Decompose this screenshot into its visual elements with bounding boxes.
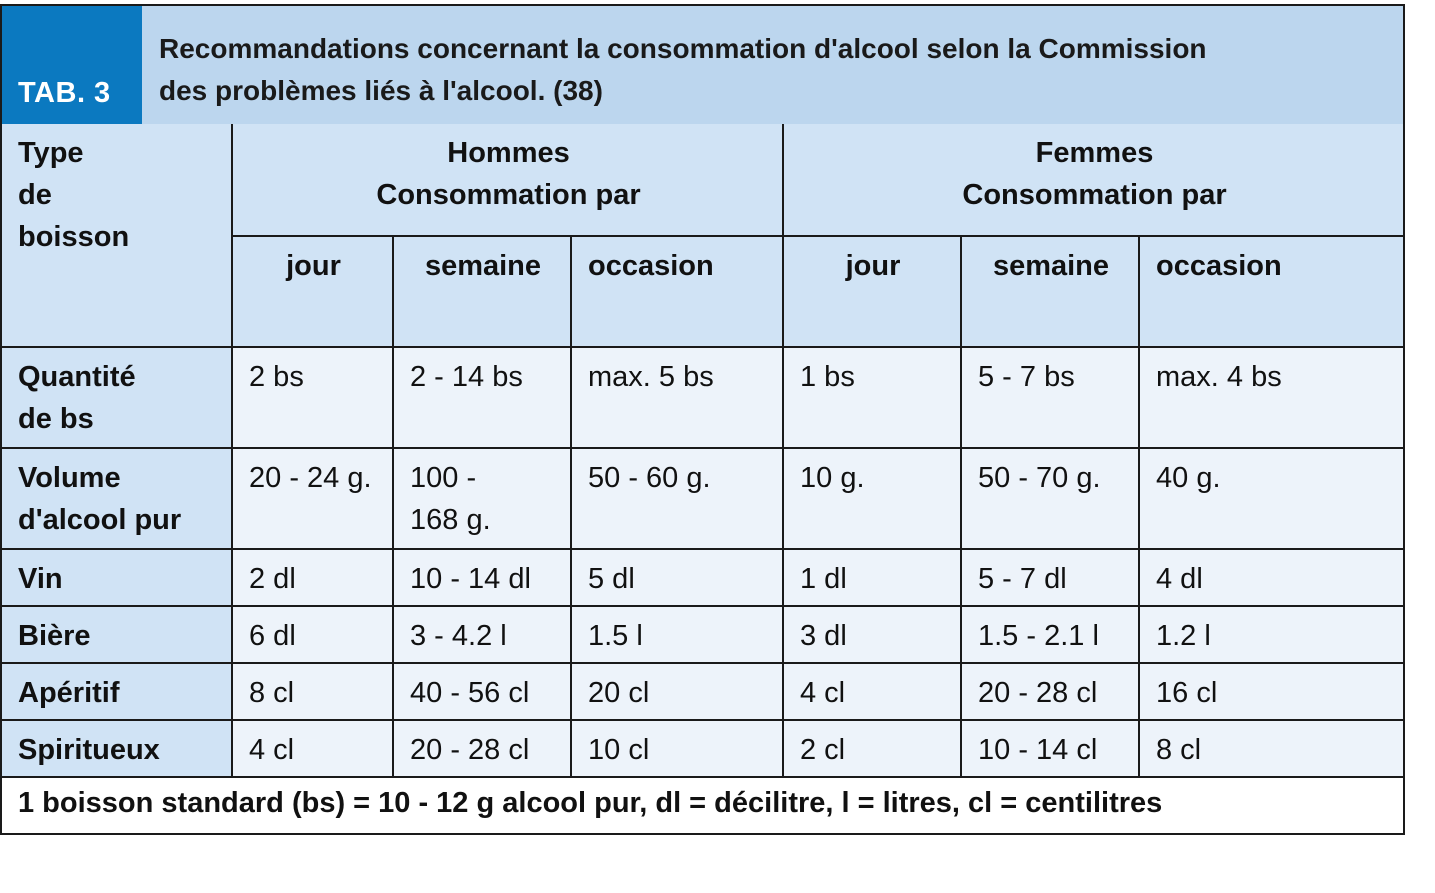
value-cell bbox=[232, 720, 393, 777]
value-line: 100 - bbox=[410, 462, 477, 494]
value-line: 6 dl bbox=[249, 620, 296, 652]
period-header-jour: jour bbox=[783, 236, 961, 347]
type-header-line: boisson bbox=[18, 221, 130, 253]
value-cell bbox=[783, 549, 961, 606]
value-line: 4 dl bbox=[1156, 563, 1203, 595]
value-cell bbox=[783, 663, 961, 720]
type-header-line: Type bbox=[18, 137, 84, 169]
value-cell bbox=[393, 347, 571, 448]
value-cell bbox=[232, 549, 393, 606]
value-cell bbox=[571, 663, 783, 720]
table-row bbox=[2, 720, 1403, 777]
value-line: 8 cl bbox=[249, 677, 295, 709]
row-label-line: de bs bbox=[18, 403, 94, 435]
type-header-cell bbox=[2, 124, 232, 347]
value-line: 10 - 14 cl bbox=[978, 734, 1098, 766]
value-line: max. 4 bs bbox=[1156, 361, 1282, 393]
value-line: 10 g. bbox=[800, 462, 865, 494]
value-line: 20 - 28 cl bbox=[978, 677, 1098, 709]
row-label-line: Bière bbox=[18, 620, 91, 652]
recommendations-table bbox=[2, 124, 1403, 832]
value-cell bbox=[393, 606, 571, 663]
value-cell bbox=[1139, 606, 1403, 663]
value-line: 40 g. bbox=[1156, 462, 1221, 494]
value-cell bbox=[393, 448, 571, 549]
value-line: 5 - 7 dl bbox=[978, 563, 1067, 595]
period-header-occasion: occasion bbox=[1139, 236, 1403, 347]
value-line: 2 dl bbox=[249, 563, 296, 595]
value-cell bbox=[1139, 663, 1403, 720]
row-label-line: Apéritif bbox=[18, 677, 120, 709]
value-cell bbox=[393, 663, 571, 720]
row-label bbox=[2, 663, 232, 720]
value-cell bbox=[961, 663, 1139, 720]
value-line: 2 - 14 bs bbox=[410, 361, 523, 393]
value-line: 50 - 70 g. bbox=[978, 462, 1101, 494]
value-line: 20 - 24 g. bbox=[249, 462, 372, 494]
row-label bbox=[2, 720, 232, 777]
value-line: 1.2 l bbox=[1156, 620, 1211, 652]
table-row bbox=[2, 347, 1403, 448]
value-line: 168 g. bbox=[410, 504, 491, 536]
row-label-line: d'alcool pur bbox=[18, 504, 182, 536]
row-label bbox=[2, 606, 232, 663]
value-line: 1.5 l bbox=[588, 620, 643, 652]
period-header-jour: jour bbox=[232, 236, 393, 347]
group-sub: Consommation par bbox=[962, 179, 1227, 211]
value-cell bbox=[393, 549, 571, 606]
value-cell bbox=[232, 448, 393, 549]
value-cell bbox=[232, 347, 393, 448]
group-header-women bbox=[783, 124, 1403, 236]
value-cell bbox=[961, 549, 1139, 606]
group-name: Hommes bbox=[447, 137, 570, 169]
value-line: 10 - 14 dl bbox=[410, 563, 531, 595]
value-cell bbox=[571, 720, 783, 777]
value-line: 3 dl bbox=[800, 620, 847, 652]
value-line: 20 cl bbox=[588, 677, 650, 709]
value-line: 8 cl bbox=[1156, 734, 1202, 766]
value-cell bbox=[783, 720, 961, 777]
value-cell bbox=[1139, 448, 1403, 549]
table-row bbox=[2, 448, 1403, 549]
period-header-semaine: semaine bbox=[961, 236, 1139, 347]
value-line: 3 - 4.2 l bbox=[410, 620, 507, 652]
value-cell bbox=[571, 606, 783, 663]
footnote: 1 boisson standard (bs) = 10 - 12 g alcool pur, dl = décilitre, l = litres, cl = centilitres bbox=[2, 777, 1403, 832]
value-line: 4 cl bbox=[249, 734, 295, 766]
row-label-line: Volume bbox=[18, 462, 121, 494]
value-cell bbox=[571, 448, 783, 549]
table-row bbox=[2, 549, 1403, 606]
type-header-line: de bbox=[18, 179, 52, 211]
value-cell bbox=[783, 347, 961, 448]
row-label bbox=[2, 549, 232, 606]
title-line-1: Recommandations concernant la consommation d'alcool selon la Commission bbox=[159, 33, 1207, 64]
value-line: max. 5 bs bbox=[588, 361, 714, 393]
row-label bbox=[2, 347, 232, 448]
row-label-line: Spiritueux bbox=[18, 734, 160, 766]
value-line: 1.5 - 2.1 l bbox=[978, 620, 1099, 652]
table-title bbox=[159, 28, 1207, 112]
table-row bbox=[2, 663, 1403, 720]
value-cell bbox=[393, 720, 571, 777]
value-cell bbox=[961, 448, 1139, 549]
value-cell bbox=[1139, 720, 1403, 777]
value-line: 40 - 56 cl bbox=[410, 677, 530, 709]
period-header-occasion: occasion bbox=[571, 236, 783, 347]
title-line-2: des problèmes liés à l'alcool. (38) bbox=[159, 75, 603, 106]
period-header-semaine: semaine bbox=[393, 236, 571, 347]
value-cell bbox=[783, 448, 961, 549]
value-line: 1 bs bbox=[800, 361, 855, 393]
value-line: 1 dl bbox=[800, 563, 847, 595]
row-label-line: Vin bbox=[18, 563, 63, 595]
value-line: 10 cl bbox=[588, 734, 650, 766]
group-name: Femmes bbox=[1035, 137, 1154, 169]
table-frame bbox=[0, 4, 1405, 835]
value-cell bbox=[571, 549, 783, 606]
value-line: 16 cl bbox=[1156, 677, 1218, 709]
value-cell bbox=[961, 606, 1139, 663]
value-line: 50 - 60 g. bbox=[588, 462, 711, 494]
value-line: 20 - 28 cl bbox=[410, 734, 530, 766]
tab-label-box bbox=[2, 6, 142, 124]
value-cell bbox=[232, 606, 393, 663]
row-label-line: Quantité bbox=[18, 361, 136, 393]
value-cell bbox=[961, 347, 1139, 448]
value-line: 4 cl bbox=[800, 677, 846, 709]
value-cell bbox=[232, 663, 393, 720]
table-header-band bbox=[2, 6, 1403, 126]
group-sub: Consommation par bbox=[376, 179, 641, 211]
value-line: 2 bs bbox=[249, 361, 304, 393]
value-cell bbox=[571, 347, 783, 448]
value-cell bbox=[783, 606, 961, 663]
table-row bbox=[2, 606, 1403, 663]
value-line: 5 dl bbox=[588, 563, 635, 595]
value-line: 2 cl bbox=[800, 734, 846, 766]
row-label bbox=[2, 448, 232, 549]
value-cell bbox=[1139, 347, 1403, 448]
tab-label: TAB. 3 bbox=[18, 77, 111, 109]
group-header-men bbox=[232, 124, 783, 236]
value-cell bbox=[1139, 549, 1403, 606]
value-cell bbox=[961, 720, 1139, 777]
value-line: 5 - 7 bs bbox=[978, 361, 1075, 393]
